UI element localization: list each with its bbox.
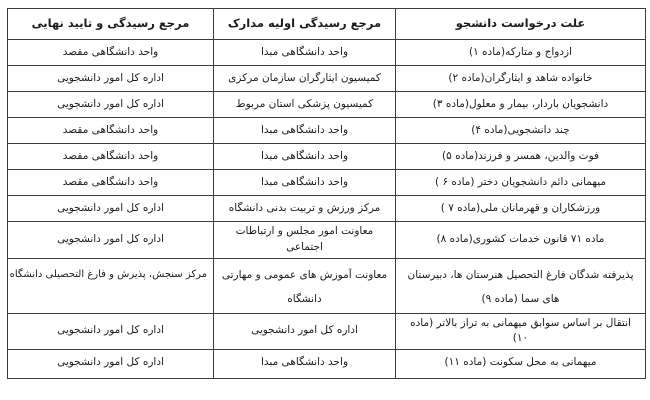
table-row xyxy=(8,40,646,66)
cell-initial-authority: واحد دانشگاهی مبدا xyxy=(214,40,396,66)
table-row xyxy=(8,313,646,350)
table-row xyxy=(8,196,646,222)
cell-final-authority: اداره کل امور دانشجویی xyxy=(8,313,214,350)
cell-initial-authority: واحد دانشگاهی مبدا xyxy=(214,144,396,170)
cell-initial-authority: معاونت آموزش های عمومی و مهارتی دانشگاه xyxy=(214,258,396,313)
cell-reason: خانواده شاهد و ایثارگران(ماده ۲) xyxy=(396,66,646,92)
cell-final-authority: اداره کل امور دانشجویی xyxy=(8,92,214,118)
cell-initial-authority: کمیسیون پزشکی استان مربوط xyxy=(214,92,396,118)
table-row xyxy=(8,66,646,92)
cell-reason: دانشجویان باردار، بیمار و معلول(ماده ۳) xyxy=(396,92,646,118)
table-row xyxy=(8,118,646,144)
cell-final-authority: واحد دانشگاهی مقصد xyxy=(8,118,214,144)
cell-initial-authority: معاونت امور مجلس و ارتباطات اجتماعی xyxy=(214,222,396,259)
cell-reason: پذیرفته شدگان فارغ التحصیل هنرستان ها، دبیرستان های سما (ماده ۹) xyxy=(396,258,646,313)
cell-reason: میهمانی به محل سکونت (ماده ۱۱) xyxy=(396,350,646,379)
cell-final-authority: مرکز سنجش، پذیرش و فارغ التحصیلی دانشگاه xyxy=(8,258,214,313)
cell-final-authority: اداره کل امور دانشجویی xyxy=(8,196,214,222)
cell-final-authority: واحد دانشگاهی مقصد xyxy=(8,170,214,196)
cell-initial-authority: واحد دانشگاهی مبدا xyxy=(214,118,396,144)
cell-reason: ورزشکاران و قهرمانان ملی(ماده ۷ ) xyxy=(396,196,646,222)
cell-reason: چند دانشجویی(ماده ۴) xyxy=(396,118,646,144)
cell-reason: فوت والدین، همسر و فرزند(ماده ۵) xyxy=(396,144,646,170)
table-row xyxy=(8,144,646,170)
table-row xyxy=(8,222,646,259)
header-final-authority: مرجع رسیدگی و تایید نهایی xyxy=(8,9,214,40)
cell-reason: انتقال بر اساس سوابق میهمانی به تراز بالاتر (ماده ۱۰) xyxy=(396,313,646,350)
cell-final-authority: واحد دانشگاهی مقصد xyxy=(8,40,214,66)
cell-reason: میهمانی دائم دانشجویان دختر (ماده ۶ ) xyxy=(396,170,646,196)
table-row xyxy=(8,258,646,313)
header-initial-authority: مرجع رسیدگی اولیه مدارک xyxy=(214,9,396,40)
cell-final-authority: اداره کل امور دانشجویی xyxy=(8,350,214,379)
cell-final-authority: واحد دانشگاهی مقصد xyxy=(8,144,214,170)
cell-initial-authority: مرکز ورزش و تربیت بدنی دانشگاه xyxy=(214,196,396,222)
cell-reason: ازدواج و متارکه(ماده ۱) xyxy=(396,40,646,66)
table-row xyxy=(8,350,646,379)
cell-final-authority: اداره کل امور دانشجویی xyxy=(8,66,214,92)
cell-initial-authority: اداره کل امور دانشجویی xyxy=(214,313,396,350)
header-reason: علت درخواست دانشجو xyxy=(396,9,646,40)
table-row xyxy=(8,170,646,196)
cell-final-authority: اداره کل امور دانشجویی xyxy=(8,222,214,259)
cell-reason: ماده ۷۱ قانون خدمات کشوری(ماده ۸) xyxy=(396,222,646,259)
cell-initial-authority: واحد دانشگاهی مبدا xyxy=(214,170,396,196)
cell-initial-authority: کمیسیون ایثارگران سازمان مرکزی xyxy=(214,66,396,92)
table-row xyxy=(8,92,646,118)
student-transfer-table xyxy=(7,8,646,379)
header-row xyxy=(8,9,646,40)
cell-initial-authority: واحد دانشگاهی مبدا xyxy=(214,350,396,379)
